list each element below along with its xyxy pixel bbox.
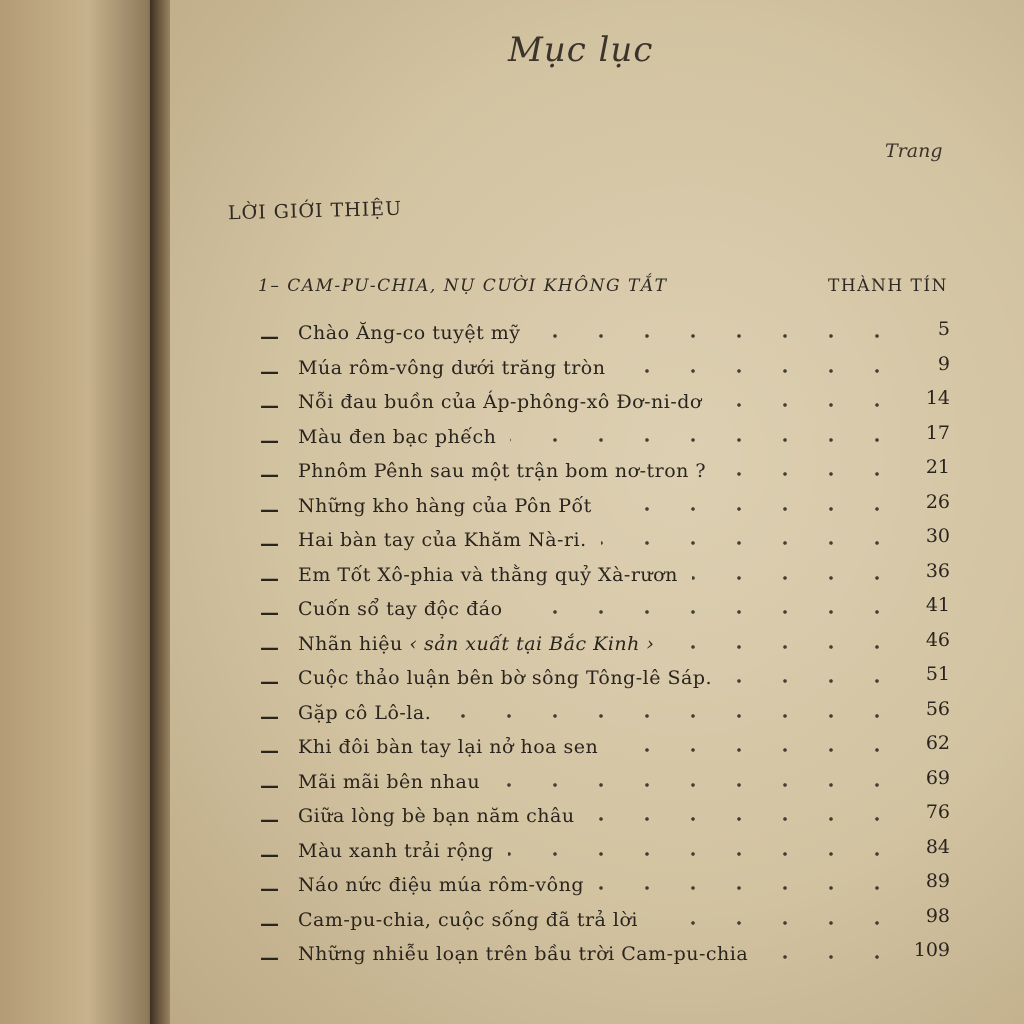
entry-dash: — (260, 809, 279, 831)
entry-page-number: 89 (925, 870, 950, 892)
chapter-author: THÀNH TÍN (828, 276, 948, 296)
toc-entry (260, 905, 960, 940)
entry-dash: — (260, 947, 279, 969)
entry-dash: — (260, 533, 279, 555)
entry-title: Hai bàn tay của Khăm Nà-ri. (298, 529, 587, 551)
entry-dash: — (260, 774, 279, 797)
entry-title: Cuộc thảo luận bên bờ sông Tông-lê Sáp. (298, 667, 713, 689)
dot-leader (445, 712, 900, 720)
entry-title: Cam-pu-chia, cuộc sống đã trả lời (298, 908, 639, 931)
dot-leader (601, 539, 900, 547)
previous-page (0, 0, 160, 1024)
dot-leader (762, 953, 900, 961)
entry-title: Phnôm Pênh sau một trận bom nơ-tron ? (298, 460, 707, 482)
entry-title: Những kho hàng của Pôn Pốt (298, 494, 592, 517)
toc-entry (260, 801, 960, 836)
entry-title: Múa rôm-vông dưới trăng tròn (298, 356, 606, 379)
entry-dash: — (260, 912, 279, 935)
entry-dash: — (260, 326, 279, 348)
entry-title: Màu đen bạc phếch (298, 425, 497, 448)
entry-dash: — (260, 498, 279, 521)
entry-title: Giữa lòng bè bạn năm châu (298, 805, 575, 827)
entry-page-number: 109 (913, 939, 950, 961)
entry-title: Nỗi đau buồn của Áp-phông-xô Đơ-ni-dơ (298, 391, 702, 413)
entry-page-number: 21 (925, 456, 950, 478)
toc-entry (260, 939, 960, 974)
entry-page-number: 9 (937, 352, 950, 375)
toc-entry (260, 387, 960, 422)
dot-leader (720, 470, 900, 478)
toc-entry (260, 836, 960, 871)
intro-heading: LỜI GIỚI THIỆU (227, 197, 403, 225)
entry-page-number: 30 (925, 525, 950, 547)
toc-entry (260, 456, 960, 491)
dot-leader (510, 436, 900, 444)
entry-dash: — (260, 740, 279, 762)
entry-dash: — (260, 705, 279, 728)
chapter-heading (258, 276, 948, 296)
toc-entry (260, 870, 960, 905)
entry-dash: — (260, 360, 279, 383)
entry-page-number: 41 (925, 594, 950, 616)
entry-title: Màu xanh trải rộng (298, 839, 494, 862)
entry-page-number: 51 (925, 663, 950, 685)
dot-leader (692, 574, 900, 582)
entry-title: Khi đôi bàn tay lại nở hoa sen (298, 736, 599, 758)
entry-page-number: 5 (937, 318, 950, 340)
entry-page-number: 69 (925, 766, 950, 789)
page-column-label: Trang (885, 140, 943, 162)
entry-page-number: 17 (925, 421, 950, 444)
toc-entry (260, 525, 960, 560)
dot-leader (726, 677, 900, 685)
dot-leader (716, 401, 900, 409)
entry-title (298, 633, 655, 655)
entry-dash: — (260, 636, 279, 659)
toc-entry (260, 560, 960, 595)
dot-leader (517, 608, 900, 616)
toc-entry (260, 629, 960, 664)
entry-dash: — (260, 878, 279, 900)
entry-page-number: 76 (925, 801, 950, 823)
entry-title: Gặp cô Lô-la. (298, 701, 432, 724)
dot-leader (589, 815, 900, 823)
entry-dash: — (260, 843, 279, 866)
page-title: Mục lục (508, 30, 654, 70)
toc-entry (260, 732, 960, 767)
entry-title: Náo nức điệu múa rôm-vông (298, 874, 584, 896)
dot-leader (652, 919, 900, 927)
toc-entry (260, 767, 960, 802)
dot-leader (535, 332, 900, 340)
entry-page-number: 26 (925, 490, 950, 513)
toc-entry (260, 663, 960, 698)
entry-page-number: 98 (925, 904, 950, 927)
toc-entry (260, 422, 960, 457)
toc-list (260, 318, 960, 974)
entry-title: Em Tốt Xô-phia và thằng quỷ Xà-rươn (298, 563, 678, 586)
dot-leader (619, 367, 900, 375)
entry-dash: — (260, 429, 279, 452)
entry-dash: — (260, 464, 279, 486)
dot-leader (508, 850, 900, 858)
toc-entry (260, 594, 960, 629)
entry-title-italic: ‹ sản xuất tại Bắc Kinh › (409, 632, 655, 655)
dot-leader (494, 781, 900, 789)
entry-page-number: 36 (925, 559, 950, 582)
dot-leader (598, 884, 900, 892)
toc-entry (260, 698, 960, 733)
toc-entry (260, 353, 960, 388)
entry-dash: — (260, 567, 279, 590)
entry-title-prefix: Nhãn hiệu (298, 632, 410, 655)
entry-dash: — (260, 671, 279, 693)
dot-leader (612, 746, 900, 754)
entry-title: Chào Ăng-co tuyệt mỹ (298, 322, 521, 344)
chapter-title: 1– CAM-PU-CHIA, NỤ CƯỜI KHÔNG TẮT (258, 276, 668, 296)
toc-entry (260, 318, 960, 353)
dot-leader (606, 505, 900, 513)
dot-leader (669, 643, 900, 651)
entry-dash: — (260, 395, 279, 417)
entry-title: Cuốn sổ tay độc đáo (298, 598, 503, 620)
entry-page-number: 46 (925, 628, 950, 651)
previous-page-text (0, 10, 47, 366)
entry-page-number: 14 (925, 387, 950, 409)
toc-entry (260, 491, 960, 526)
entry-page-number: 62 (925, 732, 950, 754)
entry-title: Những nhiễu loạn trên bầu trời Cam-pu-chia (298, 943, 749, 965)
entry-dash: — (260, 602, 279, 624)
entry-title: Mãi mãi bên nhau (298, 770, 481, 793)
entry-page-number: 84 (925, 835, 950, 858)
entry-page-number: 56 (925, 697, 950, 720)
